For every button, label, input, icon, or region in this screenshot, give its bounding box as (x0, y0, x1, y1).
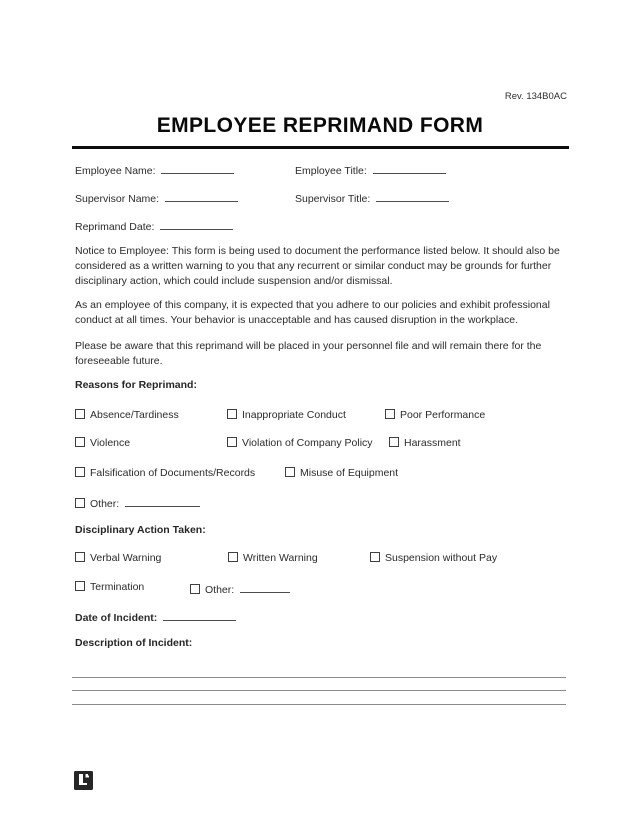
checkbox-label: Falsification of Documents/Records (90, 467, 256, 479)
employee-name-input[interactable] (161, 162, 234, 174)
checkbox-harassment[interactable] (389, 437, 461, 449)
checkbox-falsification-documents[interactable] (75, 467, 255, 479)
employee-title-field (295, 162, 446, 177)
incident-date-field (75, 609, 236, 624)
checkbox-label: Suspension without Pay (385, 552, 498, 564)
checkbox-absence-tardiness[interactable] (75, 409, 179, 421)
checkbox-icon[interactable] (75, 581, 85, 591)
checkbox-label: Other: (90, 498, 120, 510)
incident-date-label: Date of Incident: (75, 612, 158, 624)
employee-name-label: Employee Name: (75, 165, 156, 177)
checkbox-termination[interactable] (75, 581, 144, 593)
checkbox-disciplinary-other[interactable] (190, 581, 290, 596)
employee-title-label: Employee Title: (295, 165, 367, 177)
checkbox-violation-company-policy[interactable] (227, 437, 373, 449)
checkbox-icon[interactable] (285, 467, 295, 477)
checkbox-label: Poor Performance (400, 409, 486, 421)
checkbox-icon[interactable] (227, 409, 237, 419)
checkbox-label: Written Warning (243, 552, 318, 564)
checkbox-label: Absence/Tardiness (90, 409, 179, 421)
employee-name-field (75, 162, 234, 177)
checkbox-icon[interactable] (385, 409, 395, 419)
form-title: EMPLOYEE REPRIMAND FORM (156, 114, 484, 137)
checkbox-suspension-without-pay[interactable] (370, 552, 497, 564)
checkbox-icon[interactable] (227, 437, 237, 447)
checkbox-label: Verbal Warning (90, 552, 162, 564)
checkbox-icon[interactable] (75, 467, 85, 477)
checkbox-label: Other: (205, 584, 235, 596)
supervisor-name-input[interactable] (165, 190, 238, 202)
revision-number: Rev. 134B0AC (504, 91, 567, 102)
checkbox-misuse-equipment[interactable] (285, 467, 398, 479)
reprimand-date-field (75, 218, 233, 233)
description-writing-line[interactable] (72, 677, 566, 678)
employee-title-input[interactable] (373, 162, 446, 174)
awareness-paragraph: Please be aware that this reprimand will be placed in your personnel file and will remain there for the foreseeable future. (75, 340, 542, 367)
checkbox-label: Inappropriate Conduct (242, 409, 346, 421)
checkbox-icon[interactable] (190, 584, 200, 594)
checkbox-label: Violence (90, 437, 131, 449)
checkbox-verbal-warning[interactable] (75, 552, 161, 564)
checkbox-icon[interactable] (75, 552, 85, 562)
checkbox-icon[interactable] (228, 552, 238, 562)
checkbox-icon[interactable] (389, 437, 399, 447)
notice-paragraph: Notice to Employee: This form is being used to document the performance listed below. It should also be considered as a written warning to you that any recurrent or similar conduct may be grounds for further disciplinary action, which could include suspension and/or dismissal. (75, 245, 560, 287)
checkbox-label: Violation of Company Policy (242, 437, 373, 449)
reprimand-date-label: Reprimand Date: (75, 221, 155, 233)
checkbox-icon[interactable] (75, 409, 85, 419)
supervisor-title-input[interactable] (376, 190, 449, 202)
checkbox-poor-performance[interactable] (385, 409, 485, 421)
reasons-heading: Reasons for Reprimand: (75, 379, 197, 391)
checkbox-icon[interactable] (370, 552, 380, 562)
description-writing-line[interactable] (72, 704, 566, 705)
reason-other-input[interactable] (125, 495, 200, 507)
description-writing-line[interactable] (72, 690, 566, 691)
checkbox-reason-other[interactable] (75, 495, 200, 510)
supervisor-title-label: Supervisor Title: (295, 193, 371, 205)
disciplinary-other-input[interactable] (240, 581, 290, 593)
checkbox-written-warning[interactable] (228, 552, 318, 564)
checkbox-icon[interactable] (75, 498, 85, 508)
incident-description-heading: Description of Incident: (75, 637, 193, 649)
legaltemplates-logo-icon (74, 771, 93, 790)
disciplinary-heading: Disciplinary Action Taken: (75, 524, 206, 536)
checkbox-violence[interactable] (75, 437, 130, 449)
expectation-paragraph: As an employee of this company, it is expected that you adhere to our policies and exhibit professional conduct at all times. Your behavior is unacceptable and has caused disruption in the workplace. (75, 299, 550, 326)
checkbox-label: Misuse of Equipment (300, 467, 399, 479)
incident-date-input[interactable] (163, 609, 236, 621)
checkbox-label: Termination (90, 581, 145, 593)
title-divider (72, 146, 569, 149)
checkbox-icon[interactable] (75, 437, 85, 447)
reprimand-date-input[interactable] (160, 218, 233, 230)
checkbox-inappropriate-conduct[interactable] (227, 409, 346, 421)
checkbox-label: Harassment (404, 437, 461, 449)
supervisor-name-label: Supervisor Name: (75, 193, 160, 205)
supervisor-title-field (295, 190, 449, 205)
supervisor-name-field (75, 190, 238, 205)
